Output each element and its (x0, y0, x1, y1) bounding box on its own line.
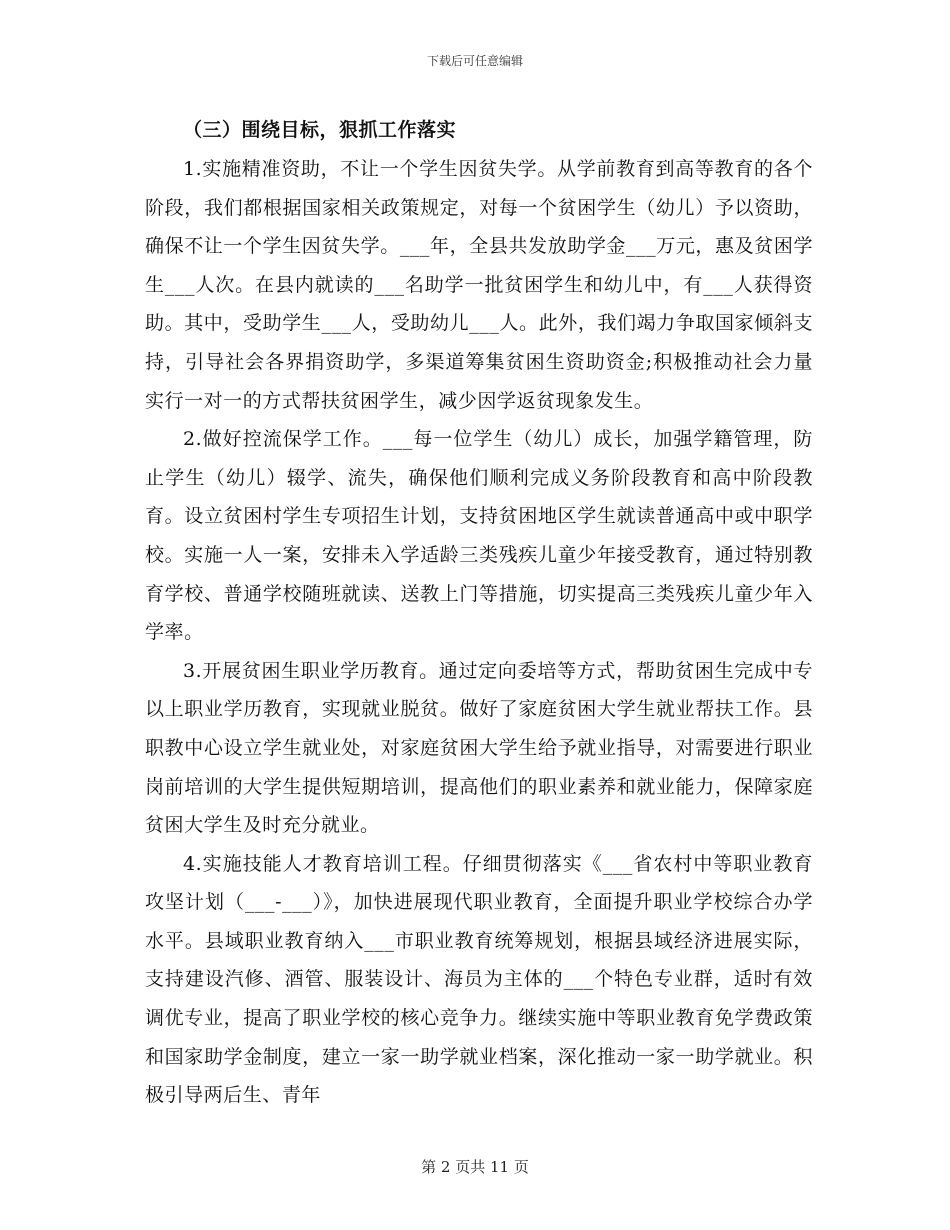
section-heading: （三）围绕目标，狠抓工作落实 (183, 119, 457, 141)
document-body (145, 110, 813, 1115)
page-number-footer: 第 2 页共 11 页 (421, 1158, 529, 1176)
paragraph-4: 4.实施技能人才教育培训工程。仔细贯彻落实《___省农村中等职业教育攻坚计划（___-___）》，加快进展现代职业教育，全面提升职业学校综合办学水平。县域职业教育纳入___市职业教育统筹规划，根据县域经济进展实际，支持建设汽修、酒管、服装设计、海员为主体的___个特色专业群，适时有效调优专业，提高了职业学校的核心竞争力。继续实施中等职业教育免学费政策和国家助学金制度，建立一家一助学就业档案，深化推动一家一助学就业。积极引导两后生、青年 (145, 852, 813, 1107)
header-note: 下载后可任意编辑 (426, 54, 523, 68)
paragraph-1: 1.实施精准资助，不让一个学生因贫失学。从学前教育到高等教育的各个阶段，我们都根据国家相关政策规定，对每一个贫困学生（幼儿）予以资助，确保不让一个学生因贫失学。___年，全县共发放助学金___万元，惠及贫困学生___人次。在县内就读的___名助学一批贫困学生和幼儿中，有___人获得资助。其中，受助学生___人，受助幼儿___人。此外，我们竭力争取国家倾斜支持，引导社会各界捐资助学，多渠道筹集贫困生资助资金;积极推动社会力量实行一对一的方式帮扶贫困学生，减少因学返贫现象发生。 (145, 158, 813, 412)
paragraph-3: 3.开展贫困生职业学历教育。通过定向委培等方式，帮助贫困生完成中专以上职业学历教育，实现就业脱贫。做好了家庭贫困大学生就业帮扶工作。县职教中心设立学生就业处，对家庭贫困大学生给予就业指导，对需要进行职业岗前培训的大学生提供短期培训，提高他们的职业素养和就业能力，保障家庭贫困大学生及时充分就业。 (145, 659, 813, 837)
paragraph-2: 2.做好控流保学工作。___每一位学生（幼儿）成长，加强学籍管理，防止学生（幼儿）辍学、流失，确保他们顺利完成义务阶段教育和高中阶段教育。设立贫困村学生专项招生计划，支持贫困地区学生就读普通高中或中职学校。实施一人一案，安排未入学适龄三类残疾儿童少年接受教育，通过特别教育学校、普通学校随班就读、送教上门等措施，切实提高三类残疾儿童少年入学率。 (145, 428, 813, 644)
